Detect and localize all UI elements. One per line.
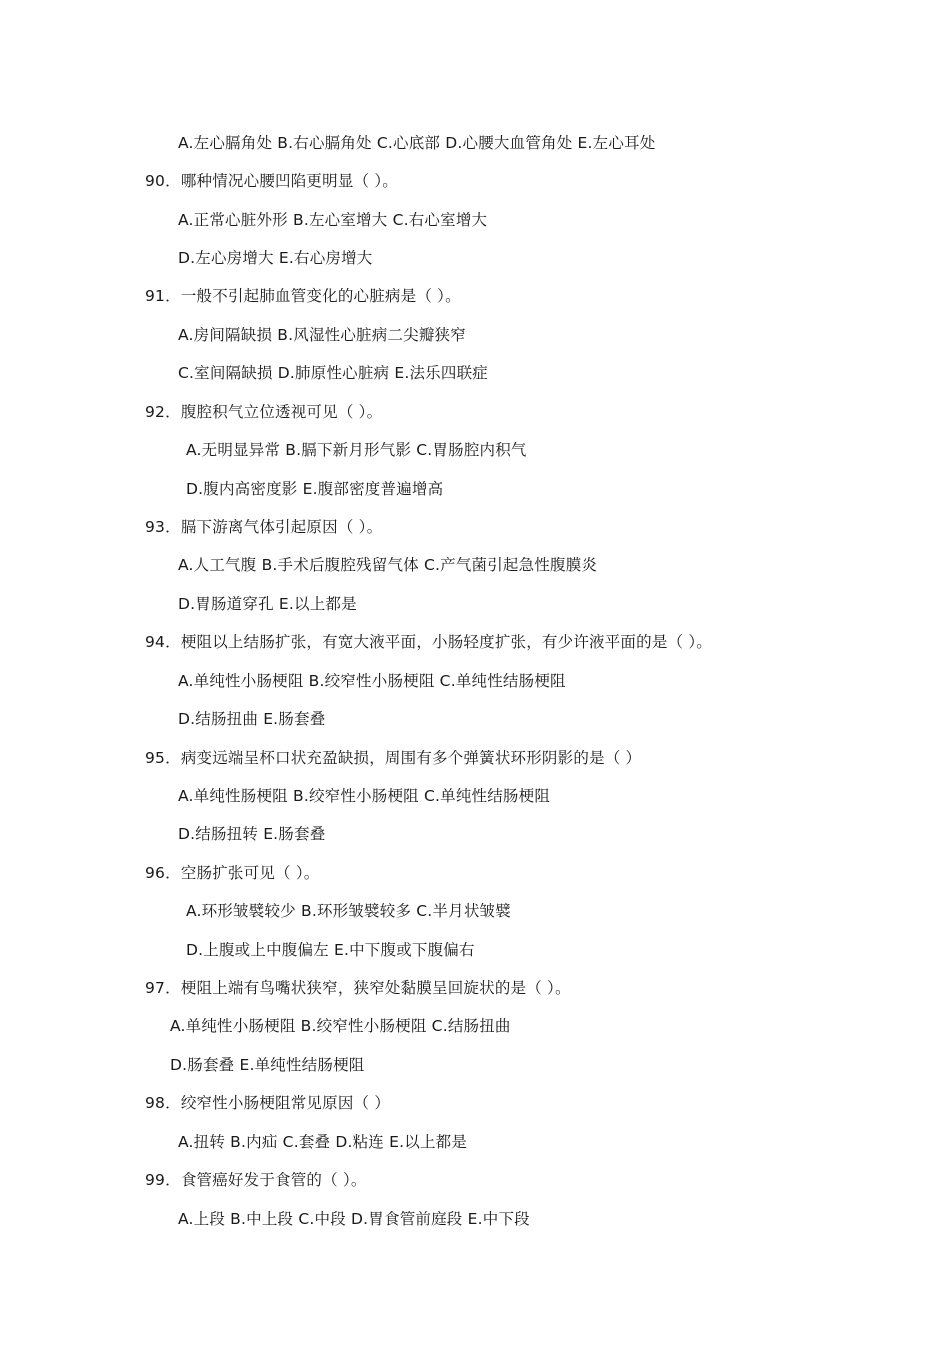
question-93: 93．膈下游离气体引起原因（ ）。 bbox=[145, 518, 383, 536]
options-90-b: D.左心房增大 E.右心房增大 bbox=[178, 249, 373, 267]
options-99: A.上段 B.中上段 C.中段 D.胃食管前庭段 E.中下段 bbox=[178, 1210, 530, 1228]
question-90: 90．哪种情况心腰凹陷更明显（ ）。 bbox=[145, 172, 399, 190]
options-97-b: D.肠套叠 E.单纯性结肠梗阻 bbox=[170, 1056, 365, 1074]
question-91: 91．一般不引起肺血管变化的心脏病是（ ）。 bbox=[145, 287, 461, 305]
options-95-b: D.结肠扭转 E.肠套叠 bbox=[178, 825, 326, 843]
question-99: 99．食管癌好发于食管的（ ）。 bbox=[145, 1171, 367, 1189]
question-97: 97．梗阻上端有鸟嘴状狭窄，狭窄处黏膜呈回旋状的是（ ）。 bbox=[145, 979, 571, 997]
options-89: A.左心膈角处 B.右心膈角处 C.心底部 D.心腰大血管角处 E.左心耳处 bbox=[178, 134, 656, 152]
question-98: 98．绞窄性小肠梗阻常见原因（ ） bbox=[145, 1094, 391, 1112]
options-92-b: D.腹内高密度影 E.腹部密度普遍增高 bbox=[186, 480, 444, 498]
options-96-a: A.环形皱襞较少 B.环形皱襞较多 C.半月状皱襞 bbox=[186, 902, 511, 920]
options-91-b: C.室间隔缺损 D.肺原性心脏病 E.法乐四联症 bbox=[178, 364, 488, 382]
question-96: 96．空肠扩张可见（ ）。 bbox=[145, 864, 320, 882]
options-96-b: D.上腹或上中腹偏左 E.中下腹或下腹偏右 bbox=[186, 941, 475, 959]
options-92-a: A.无明显异常 B.膈下新月形气影 C.胃肠腔内积气 bbox=[186, 441, 527, 459]
options-94-b: D.结肠扭曲 E.肠套叠 bbox=[178, 710, 326, 728]
options-93-b: D.胃肠道穿孔 E.以上都是 bbox=[178, 595, 357, 613]
options-90-a: A.正常心脏外形 B.左心室增大 C.右心室增大 bbox=[178, 211, 488, 229]
options-94-a: A.单纯性小肠梗阻 B.绞窄性小肠梗阻 C.单纯性结肠梗阻 bbox=[178, 672, 566, 690]
options-93-a: A.人工气腹 B.手术后腹腔残留气体 C.产气菌引起急性腹膜炎 bbox=[178, 556, 598, 574]
options-95-a: A.单纯性肠梗阻 B.绞窄性小肠梗阻 C.单纯性结肠梗阻 bbox=[178, 787, 551, 805]
question-92: 92．腹腔积气立位透视可见（ ）。 bbox=[145, 403, 383, 421]
options-98: A.扭转 B.内疝 C.套叠 D.粘连 E.以上都是 bbox=[178, 1133, 468, 1151]
options-91-a: A.房间隔缺损 B.风湿性心脏病二尖瓣狭窄 bbox=[178, 326, 466, 344]
question-94: 94．梗阻以上结肠扩张，有宽大液平面，小肠轻度扩张，有少许液平面的是（ ）。 bbox=[145, 633, 713, 651]
options-97-a: A.单纯性小肠梗阻 B.绞窄性小肠梗阻 C.结肠扭曲 bbox=[170, 1017, 511, 1035]
question-95: 95．病变远端呈杯口状充盈缺损，周围有多个弹簧状环形阴影的是（ ） bbox=[145, 749, 642, 767]
